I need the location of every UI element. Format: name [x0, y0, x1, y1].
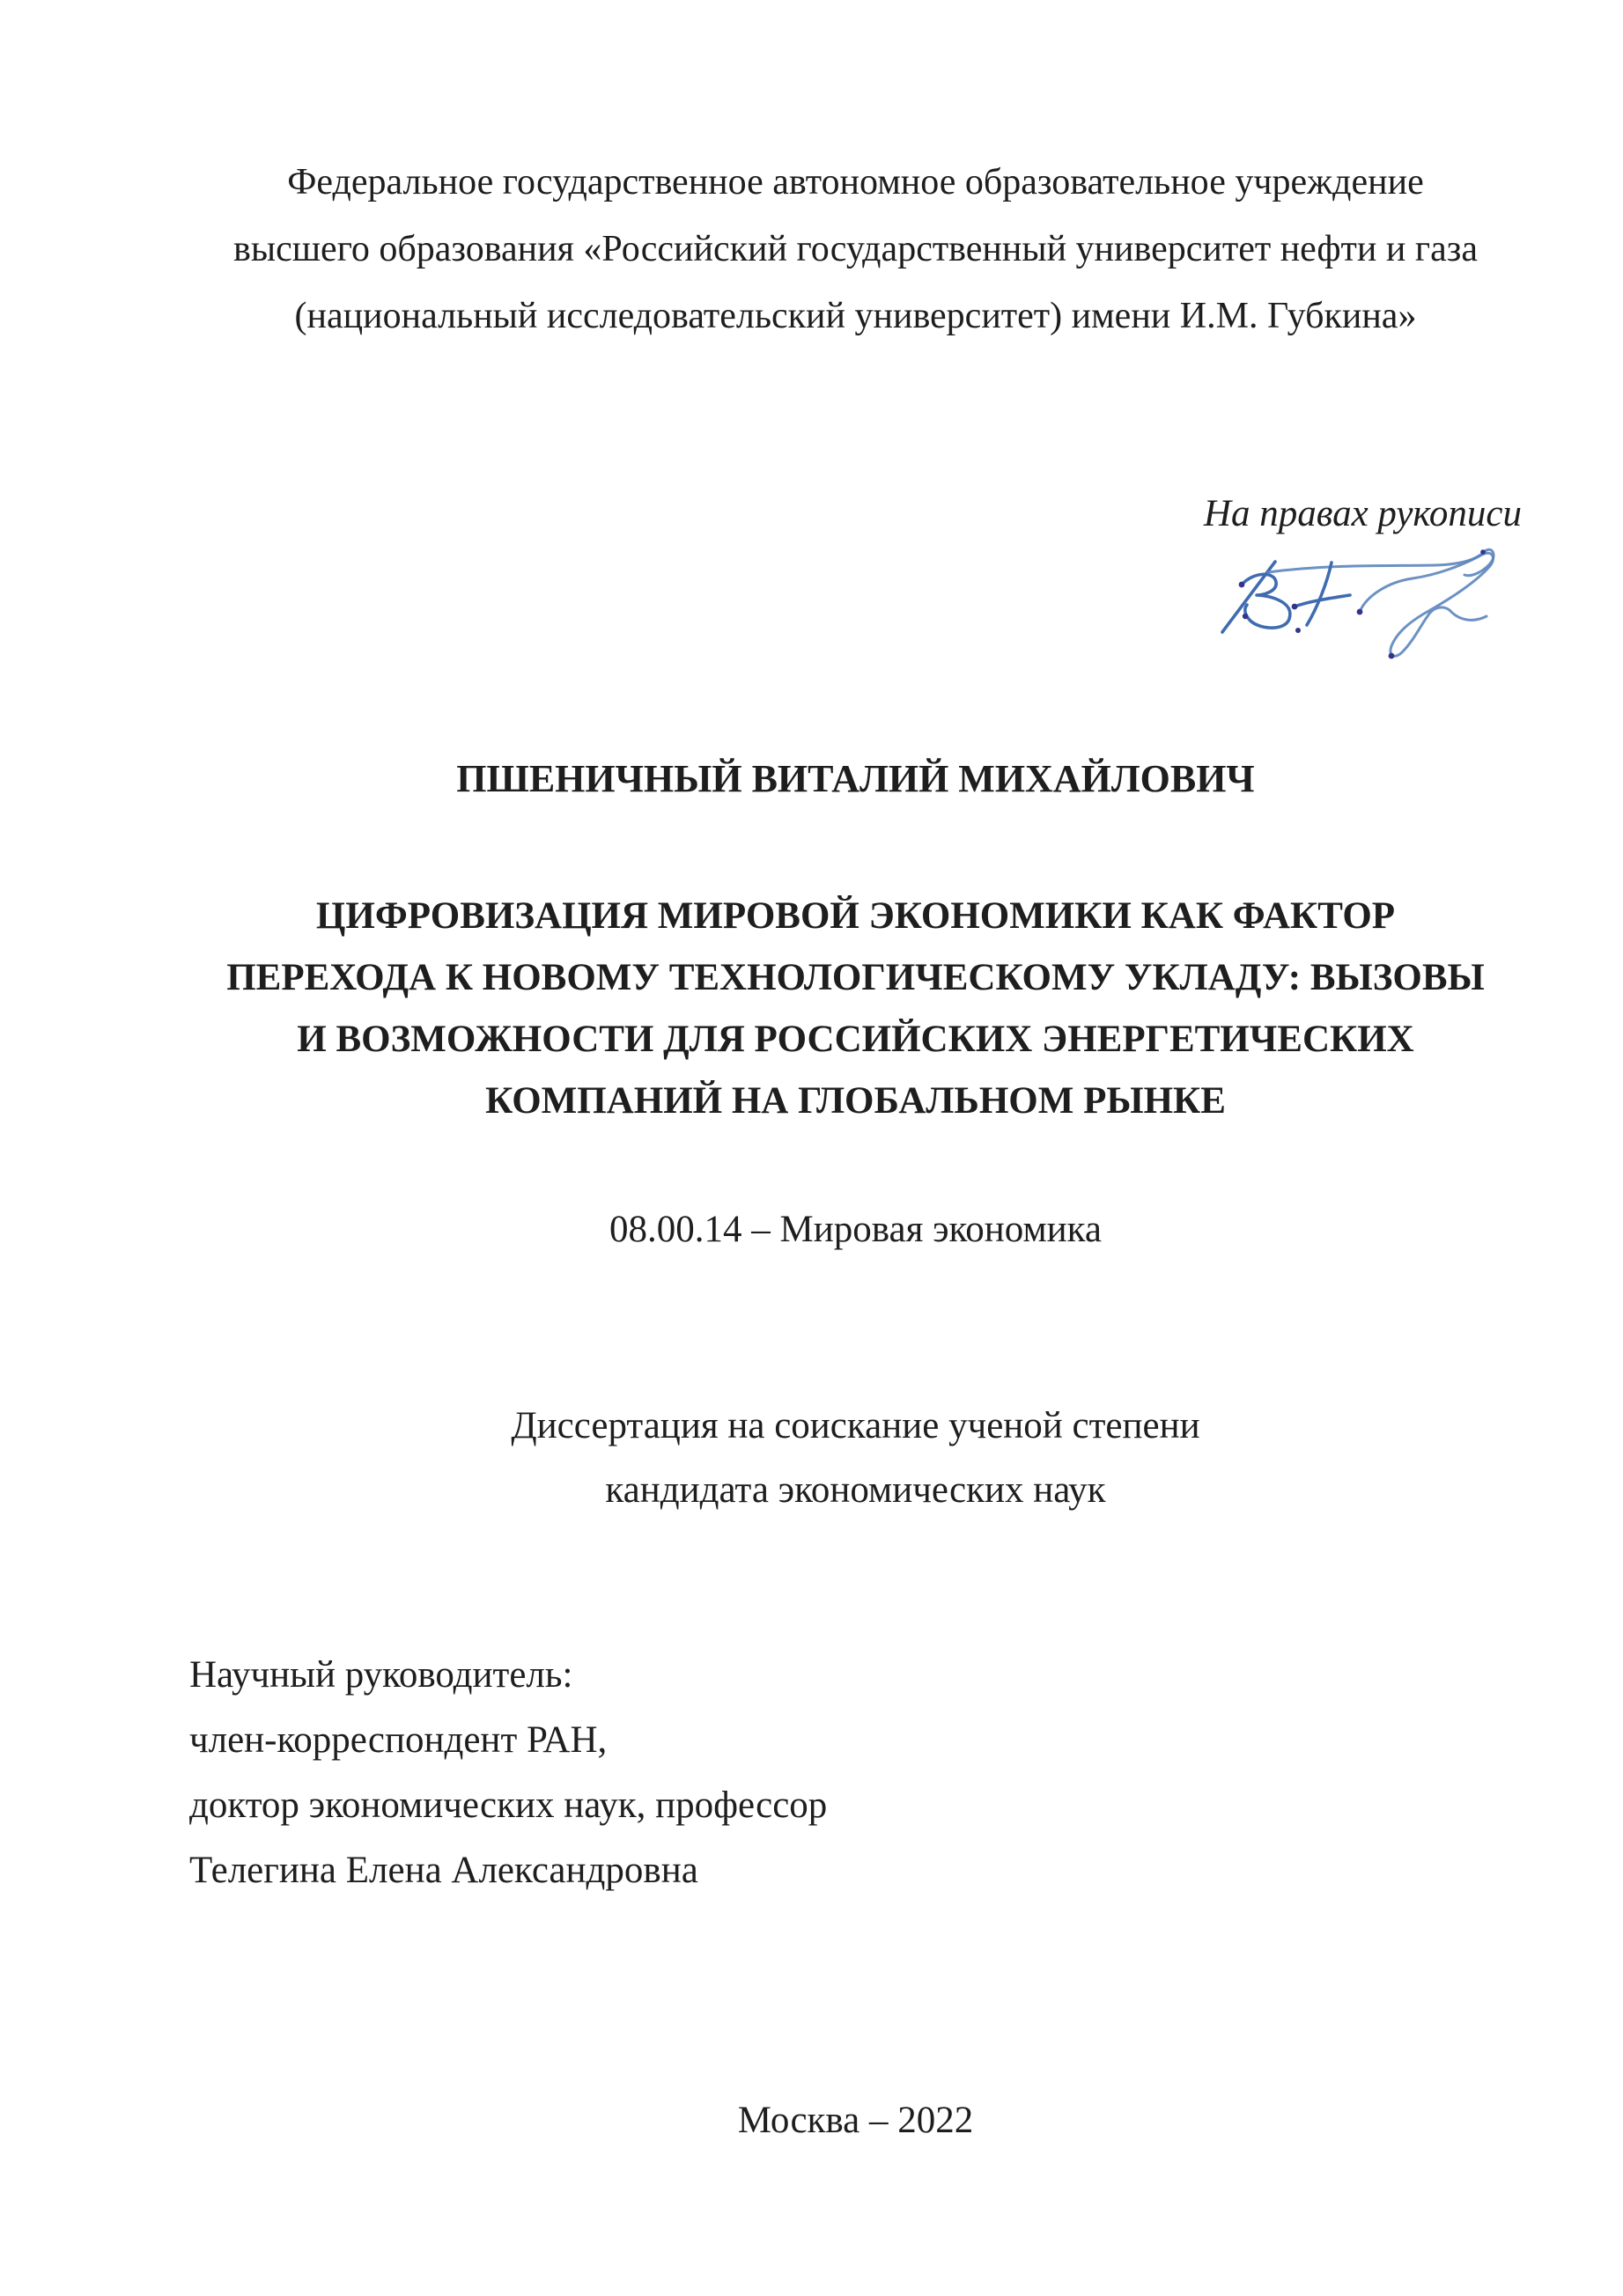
university-header-line-3: (национальный исследовательский университет) имени И.М. Губкина»: [294, 296, 1417, 336]
dissertation-type: [189, 1394, 1522, 1522]
signature-stroke-vertical: [1307, 563, 1332, 625]
supervisor-rank-1: член-корреспондент РАН,: [189, 1719, 608, 1761]
ink-dot: [1243, 614, 1248, 619]
dissertation-type-line-1: Диссертация на соискание ученой степени: [511, 1405, 1200, 1446]
title-line-3: И ВОЗМОЖНОСТИ ДЛЯ РОССИЙСКИХ ЭНЕРГЕТИЧЕСКИХ: [297, 1019, 1414, 1060]
ink-dot: [1295, 628, 1301, 633]
ink-dot: [1480, 549, 1486, 555]
dissertation-type-line-2: кандидата экономических наук: [605, 1469, 1106, 1511]
supervisor-block: [189, 1643, 1522, 1903]
author-name: ПШЕНИЧНЫЙ ВИТАЛИЙ МИХАЙЛОВИЧ: [456, 757, 1255, 800]
title-line-2: ПЕРЕХОДА К НОВОМУ ТЕХНОЛОГИЧЕСКОМУ УКЛАДУ: ВЫЗОВЫ: [226, 957, 1485, 998]
ink-dot: [1239, 582, 1245, 588]
supervisor-rank-2: доктор экономических наук, профессор: [189, 1785, 828, 1826]
supervisor-name: Телегина Елена Александровна: [189, 1850, 698, 1891]
university-header-line-2: высшего образования «Российский государственный университет нефти и газа: [233, 229, 1478, 269]
ink-dot: [1389, 653, 1395, 659]
city-year: Москва – 2022: [737, 2100, 974, 2141]
title-line-4: КОМПАНИЙ НА ГЛОБАЛЬНОМ РЫНКЕ: [485, 1080, 1226, 1122]
ink-dot: [1357, 609, 1363, 615]
ink-dot: [1292, 604, 1298, 610]
dissertation-title: [189, 886, 1522, 1132]
signature-stroke-topline: [1268, 549, 1494, 575]
specialty-code: 08.00.14 – Мировая экономика: [609, 1209, 1102, 1250]
signature-stroke-flourish: [1360, 553, 1494, 656]
signature-stroke-b: [1242, 574, 1290, 628]
university-header: [189, 149, 1522, 350]
university-header-line-1: Федеральное государственное автономное образовательное учреждение: [287, 162, 1424, 202]
supervisor-label: Научный руководитель:: [189, 1654, 573, 1696]
title-line-1: ЦИФРОВИЗАЦИЯ МИРОВОЙ ЭКОНОМИКИ КАК ФАКТОР: [315, 895, 1396, 937]
manuscript-rights-note: На правах рукописи: [1203, 493, 1522, 534]
handwritten-signature: [1214, 539, 1509, 673]
